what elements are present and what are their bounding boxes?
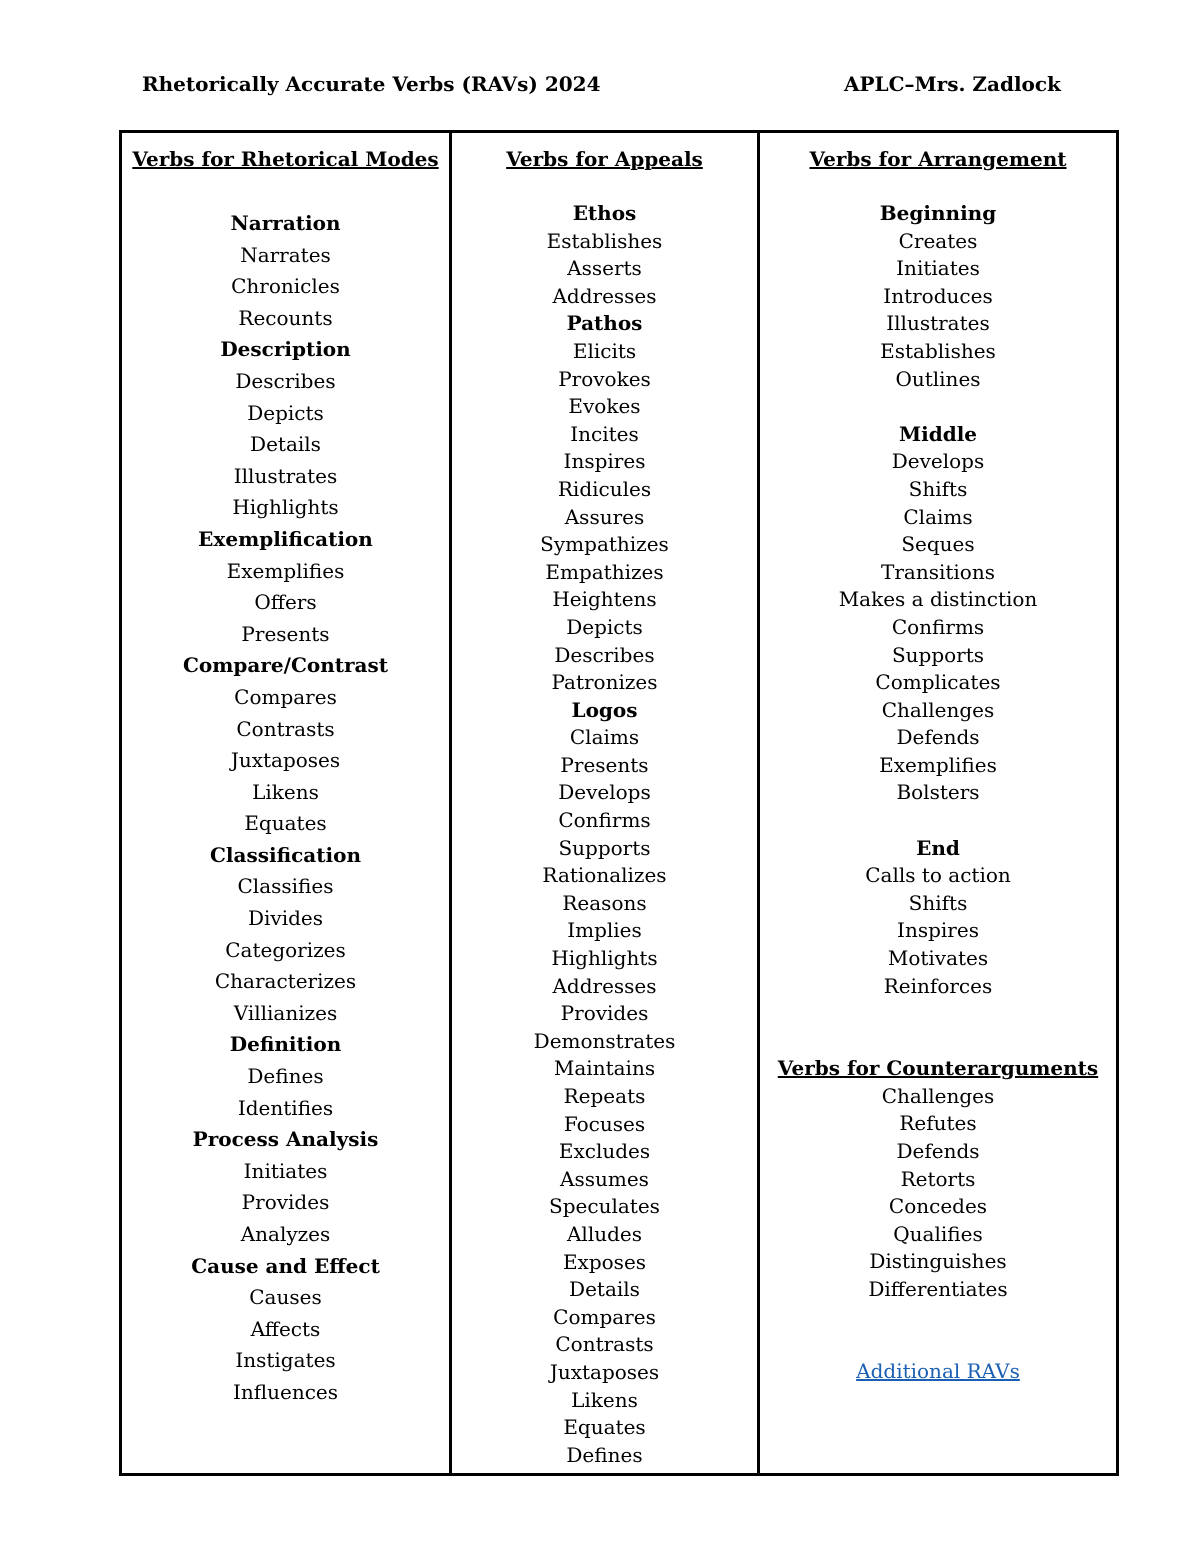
verb-item: Inspires [563, 449, 646, 474]
verb-item: Maintains [553, 1056, 656, 1081]
counterarguments-title: Verbs for Counterarguments [777, 1056, 1099, 1081]
verb-item: Exposes [562, 1249, 647, 1274]
verb-item: Exemplifies [226, 558, 345, 583]
counter-verb-item: Differentiates [868, 1276, 1008, 1301]
verb-item: Juxtaposes [230, 748, 341, 773]
verb-item: Incites [570, 421, 639, 446]
verb-item: Characterizes [214, 969, 357, 994]
verb-item: Reasons [562, 890, 647, 915]
verbs-table [119, 130, 1119, 1476]
verb-item: Initiates [243, 1158, 328, 1183]
verb-item: Calls to action [865, 863, 1011, 888]
verb-item: Illustrates [886, 311, 990, 336]
group-heading: Exemplification [198, 526, 373, 551]
verb-item: Claims [569, 725, 640, 750]
verb-item: Provides [241, 1190, 330, 1215]
group-heading: Definition [229, 1032, 342, 1057]
arrangement-column [759, 132, 1118, 1475]
verb-item: Outlines [895, 366, 981, 391]
verb-item: Compares [553, 1304, 656, 1329]
verb-item: Shifts [908, 476, 968, 501]
verb-item: Narrates [240, 242, 331, 267]
group-heading: Middle [898, 421, 978, 446]
verb-item: Exemplifies [879, 752, 997, 777]
group-heading: Narration [230, 211, 341, 235]
verb-item: Influences [232, 1379, 339, 1404]
group-heading: Pathos [566, 311, 643, 336]
verb-item: Ridicules [557, 476, 652, 501]
group-heading: End [916, 835, 960, 860]
verb-item: Introduces [883, 283, 993, 308]
counter-verb-item: Defends [896, 1139, 980, 1163]
verb-item: Depicts [566, 614, 643, 639]
verb-item: Defines [247, 1064, 324, 1089]
verb-item: Villianizes [233, 1000, 338, 1025]
verb-item: Contrasts [555, 1332, 654, 1357]
verb-item: Motivates [887, 946, 989, 971]
verb-item: Classifies [237, 874, 334, 899]
verb-item: Juxtaposes [549, 1359, 660, 1384]
verb-item: Elicits [572, 338, 637, 363]
verb-item: Chronicles [231, 274, 340, 299]
counter-verb-item: Distinguishes [869, 1249, 1007, 1274]
modes-column [121, 132, 451, 1475]
verb-item: Asserts [567, 256, 642, 281]
verb-item: Implies [567, 918, 642, 943]
verb-item: Depicts [247, 400, 324, 425]
verb-item: Empathizes [545, 559, 664, 584]
verb-item: Compares [234, 684, 337, 709]
verb-item: Addresses [552, 283, 657, 308]
verb-item: Patronizes [551, 670, 658, 695]
group-heading: Process Analysis [192, 1127, 379, 1152]
group-heading: Cause and Effect [191, 1253, 380, 1278]
verb-item: Describes [235, 368, 336, 393]
verb-item: Provides [560, 1001, 649, 1026]
counter-verb-item: Qualifies [893, 1221, 983, 1246]
verb-item: Supports [891, 642, 985, 667]
verb-item: Likens [571, 1387, 638, 1412]
verb-item: Confirms [558, 808, 651, 833]
verb-item: Illustrates [233, 463, 338, 488]
verb-item: Categorizes [225, 937, 346, 962]
counter-verb-item: Retorts [900, 1166, 976, 1191]
verb-item: Rationalizes [542, 863, 667, 888]
appeals-column-title: Verbs for Appeals [506, 147, 703, 171]
verb-item: Initiates [896, 256, 980, 281]
verb-item: Confirms [891, 614, 985, 639]
group-heading: Ethos [572, 201, 637, 225]
verb-item: Sympathizes [540, 532, 669, 557]
verb-item: Highlights [232, 495, 339, 520]
verb-item: Establishes [546, 228, 663, 253]
verb-item: Describes [554, 642, 655, 667]
group-heading: Description [220, 337, 351, 362]
verb-item: Focuses [563, 1111, 646, 1136]
verb-item: Transitions [881, 559, 995, 584]
verb-item: Inspires [897, 918, 979, 943]
verb-item: Recounts [238, 305, 333, 330]
verb-item: Makes a distinction [838, 587, 1038, 612]
verb-item: Causes [249, 1285, 322, 1310]
verb-item: Alludes [566, 1221, 643, 1246]
group-heading: Logos [571, 697, 638, 722]
document-title: Rhetorically Accurate Verbs (RAVs) 2024 [142, 72, 601, 96]
verb-item: Analyzes [240, 1222, 331, 1246]
verb-item: Assumes [560, 1166, 649, 1191]
verb-item: Develops [558, 780, 651, 805]
verb-item: Provokes [558, 366, 651, 391]
verb-item: Shifts [908, 890, 968, 915]
group-heading: Compare/Contrast [183, 653, 388, 678]
verb-item: Equates [563, 1415, 646, 1440]
verb-item: Develops [891, 449, 985, 474]
verb-item: Establishes [880, 338, 996, 363]
verb-item: Speculates [549, 1194, 660, 1219]
counter-verb-item: Refutes [899, 1111, 977, 1136]
verb-item: Defines [566, 1442, 643, 1467]
verb-item: Creates [898, 228, 978, 253]
verb-item: Claims [903, 504, 973, 529]
verb-item: Excludes [558, 1139, 651, 1164]
verb-item: Details [250, 432, 321, 457]
verb-item: Details [569, 1277, 640, 1302]
verb-item: Likens [252, 779, 319, 804]
verb-item: Complicates [875, 670, 1001, 695]
verb-item: Equates [244, 811, 327, 836]
verb-item: Affects [250, 1316, 321, 1341]
counter-verb-item: Challenges [881, 1083, 995, 1108]
additional-ravs-link[interactable]: Additional RAVs [856, 1358, 1020, 1383]
verb-item: Addresses [552, 973, 657, 998]
counter-verb-item: Concedes [888, 1194, 988, 1219]
verb-item: Highlights [551, 946, 658, 971]
verb-item: Presents [241, 621, 330, 646]
appeals-column [451, 132, 759, 1475]
verb-item: Reinforces [883, 973, 993, 998]
verb-item: Challenges [881, 697, 995, 722]
arrangement-column-title: Verbs for Arrangement [809, 147, 1067, 171]
verb-item: Offers [254, 590, 317, 615]
group-heading: Classification [210, 842, 361, 867]
verb-item: Demonstrates [533, 1028, 676, 1053]
verb-item: Identifies [237, 1095, 334, 1120]
verb-item: Evokes [568, 394, 641, 419]
modes-column-title: Verbs for Rhetorical Modes [132, 147, 439, 171]
verb-item: Defends [896, 725, 980, 750]
verb-item: Seques [901, 532, 975, 557]
verb-item: Bolsters [896, 780, 980, 805]
course-teacher: APLC–Mrs. Zadlock [844, 72, 1061, 96]
verb-item: Assures [564, 504, 645, 529]
group-heading: Beginning [879, 201, 997, 225]
verb-item: Presents [560, 752, 649, 777]
verb-item: Instigates [235, 1348, 336, 1373]
verb-item: Divides [247, 906, 324, 931]
verb-item: Contrasts [236, 716, 335, 741]
verb-item: Heightens [552, 587, 657, 612]
verb-item: Supports [558, 835, 651, 860]
verb-item: Repeats [563, 1084, 646, 1108]
